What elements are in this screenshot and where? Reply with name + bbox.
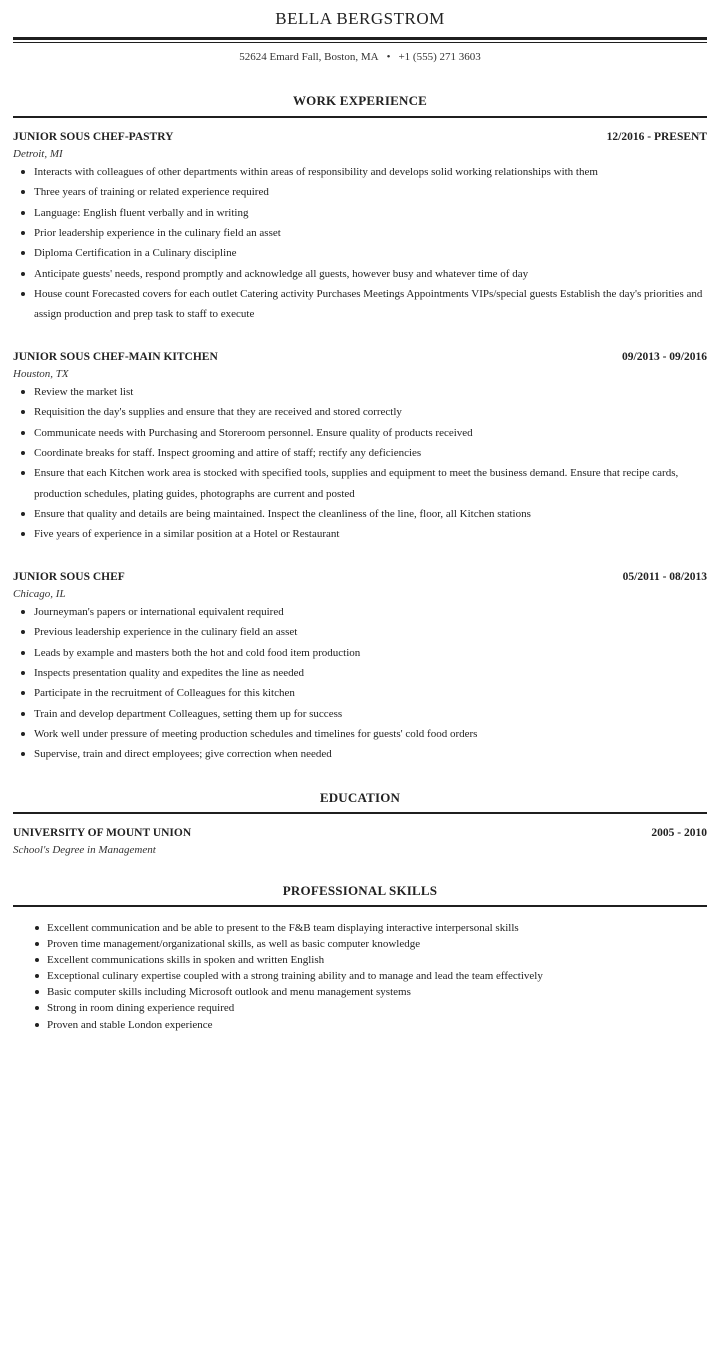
education-divider [13,812,707,814]
job-location: Chicago, IL [13,588,66,600]
education-heading: EDUCATION [319,790,401,805]
list-item: Leads by example and masters both the hot and cold food item production [13,643,707,663]
list-item: Excellent communication and be able to present to the F&B team displaying interactive interpersonal skills [13,920,707,936]
work-experience-divider [13,116,707,118]
list-item: Exceptional culinary expertise coupled with a strong training ability and to manage and lead the team effectively [13,968,707,984]
list-item: Supervise, train and direct employees; give correction when needed [13,744,707,764]
job-title: JUNIOR SOUS CHEF-MAIN KITCHEN [13,351,218,363]
job-title: JUNIOR SOUS CHEF [13,571,125,583]
work-experience-heading: WORK EXPERIENCE [292,93,428,108]
list-item: Prior leadership experience in the culinary field an asset [13,223,707,243]
list-item: Ensure that each Kitchen work area is stocked with specified tools, supplies and equipment to meet the business demand. Ensure that recipe cards, production schedules, plating guides, photographs are current and posted [13,463,707,504]
list-item: Requisition the day's supplies and ensure that they are received and stored correctly [13,402,707,422]
list-item: Previous leadership experience in the culinary field an asset [13,622,707,642]
job-dates: 05/2011 - 08/2013 [622,571,707,583]
job-dates: 12/2016 - PRESENT [606,131,707,143]
degree: School's Degree in Management [13,844,156,856]
separator-dot: • [386,51,391,63]
job-bullets [13,602,707,765]
header-divider-thin [13,42,707,43]
list-item: Inspects presentation quality and expedites the line as needed [13,663,707,683]
list-item: Coordinate breaks for staff. Inspect grooming and attire of staff; rectify any deficiencies [13,443,707,463]
phone: +1 (555) 271 3603 [398,51,481,63]
address: 52624 Emard Fall, Boston, MA [239,51,379,63]
job-dates: 09/2013 - 09/2016 [622,351,707,363]
job-bullets [13,162,707,325]
list-item: Proven and stable London experience [13,1017,707,1033]
list-item: Proven time management/organizational skills, as well as basic computer knowledge [13,936,707,952]
job-bullets [13,382,707,545]
list-item: Interacts with colleagues of other departments within areas of responsibility and develops solid working relationships with them [13,162,707,182]
list-item: Communicate needs with Purchasing and Storeroom personnel. Ensure quality of products received [13,423,707,443]
skills-divider [13,905,707,907]
contact-line [0,51,720,63]
header-divider [13,37,707,40]
job-location: Detroit, MI [13,148,63,160]
job-title: JUNIOR SOUS CHEF-PASTRY [13,131,174,143]
list-item: Diploma Certification in a Culinary discipline [13,243,707,263]
list-item: Three years of training or related experience required [13,182,707,202]
job-location: Houston, TX [13,368,69,380]
list-item: Review the market list [13,382,707,402]
education-dates: 2005 - 2010 [651,827,707,839]
list-item: Train and develop department Colleagues, setting them up for success [13,704,707,724]
list-item: Ensure that quality and details are being maintained. Inspect the cleanliness of the line, floor, all Kitchen stations [13,504,707,524]
list-item: Work well under pressure of meeting production schedules and timelines for guests' cold food orders [13,724,707,744]
skills-heading: PROFESSIONAL SKILLS [282,883,438,898]
list-item: Journeyman's papers or international equivalent required [13,602,707,622]
list-item: Five years of experience in a similar position at a Hotel or Restaurant [13,524,707,544]
list-item: Basic computer skills including Microsoft outlook and menu management systems [13,984,707,1000]
school-name: UNIVERSITY OF MOUNT UNION [13,827,192,839]
skills-list [13,920,707,1033]
resume-name: BELLA BERGSTROM [275,9,445,28]
list-item: Participate in the recruitment of Colleagues for this kitchen [13,683,707,703]
list-item: Anticipate guests' needs, respond promptly and acknowledge all guests, however busy and whatever time of day [13,264,707,284]
list-item: Language: English fluent verbally and in writing [13,203,707,223]
list-item: House count Forecasted covers for each outlet Catering activity Purchases Meetings Appointments VIPs/special guests Establish the day's priorities and assign production and prep task to staff to execute [13,284,707,325]
list-item: Excellent communications skills in spoken and written English [13,952,707,968]
list-item: Strong in room dining experience required [13,1000,707,1016]
